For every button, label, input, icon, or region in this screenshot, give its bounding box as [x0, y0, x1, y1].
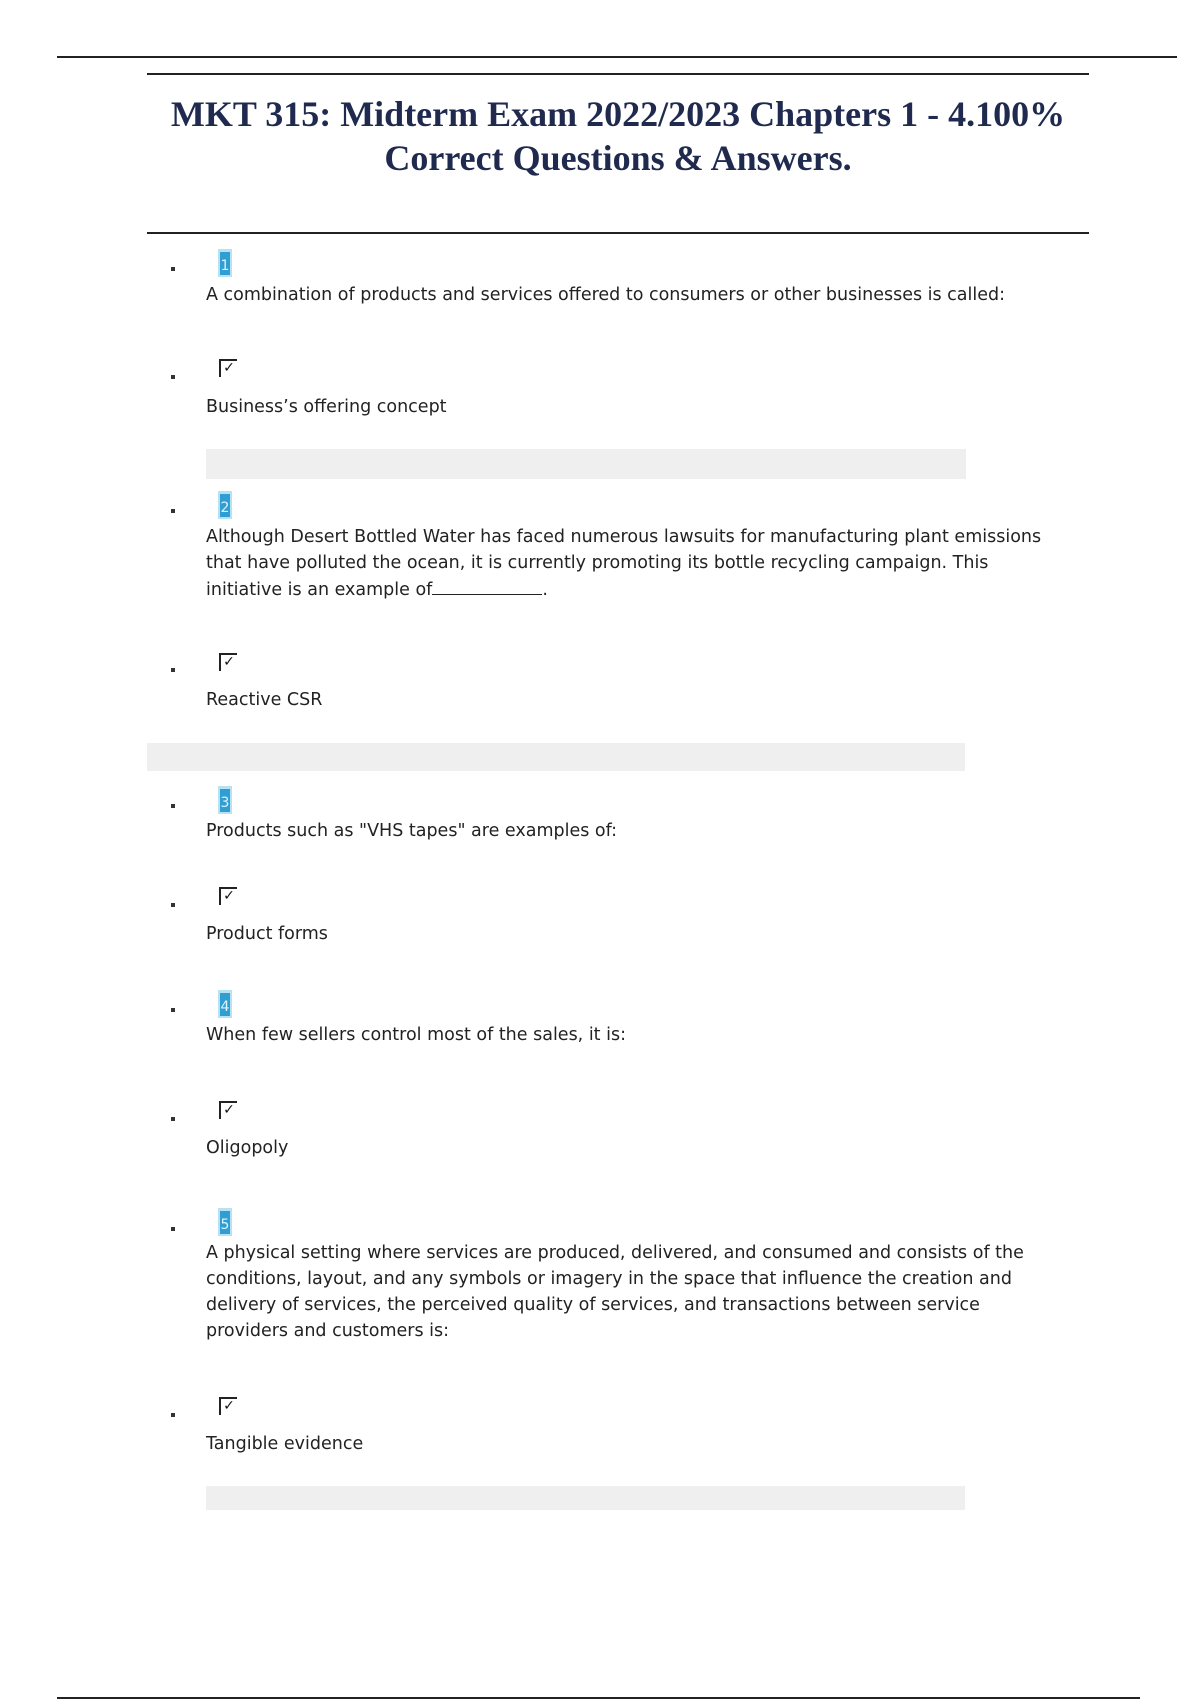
question-text: A combination of products and services offered to consumers or other businesses is called:	[206, 285, 1006, 305]
separator-band	[206, 449, 966, 479]
separator-band	[206, 1486, 965, 1510]
question-text: Products such as "VHS tapes" are examples of:	[206, 821, 618, 841]
list-bullet	[171, 1413, 175, 1417]
list-bullet	[171, 1117, 175, 1121]
question-number-badge: 4	[218, 990, 232, 1018]
list-bullet	[171, 903, 175, 907]
question-text-part: Although Desert Bottled Water has faced numerous lawsuits for manufacturing plant emissions that have polluted the ocean, it is currently promoting its bottle recycling campaign. This initiative is an example of	[206, 527, 1042, 600]
list-bullet	[171, 267, 175, 271]
question-number-badge: 5	[218, 1208, 232, 1236]
answer-text: Business’s offering concept	[206, 397, 447, 417]
answer-text: Reactive CSR	[206, 690, 323, 710]
list-bullet	[171, 1227, 175, 1231]
separator-band	[147, 743, 965, 771]
question-text: A physical setting where services are produced, delivered, and consumed and consists of the conditions, layout, and any symbols or imagery in the space that influence the creation and delivery of services, the perceived quality of services, and transactions between service providers and customers is:	[206, 1243, 1024, 1341]
answer-text: Tangible evidence	[206, 1434, 364, 1454]
checkbox-checked-icon: ✓	[219, 653, 237, 671]
page-title-line-1: MKT 315: Midterm Exam 2022/2023 Chapters 1 - 4.100%	[170, 94, 1066, 134]
list-bullet	[171, 375, 175, 379]
list-bullet	[171, 668, 175, 672]
list-bullet	[171, 1008, 175, 1012]
page-bottom-rule	[57, 1697, 1140, 1699]
page-title-line-2: Correct Questions & Answers.	[384, 138, 852, 178]
header-top-rule	[147, 73, 1089, 75]
fill-in-blank	[432, 576, 542, 595]
page-title	[147, 92, 1089, 180]
question-text: When few sellers control most of the sales, it is:	[206, 1025, 626, 1045]
checkbox-checked-icon: ✓	[219, 359, 237, 377]
question-text-part: .	[542, 580, 548, 600]
answer-text: Product forms	[206, 924, 328, 944]
answer-text: Oligopoly	[206, 1138, 289, 1158]
checkbox-checked-icon: ✓	[219, 887, 237, 905]
question-number-badge: 2	[218, 491, 232, 519]
question-text	[206, 524, 1046, 603]
checkbox-checked-icon: ✓	[219, 1101, 237, 1119]
question-number-badge: 1	[218, 249, 232, 277]
list-bullet	[171, 804, 175, 808]
checkbox-checked-icon: ✓	[219, 1397, 237, 1415]
page-top-rule	[57, 56, 1177, 58]
list-bullet	[171, 509, 175, 513]
header-bottom-rule	[147, 232, 1089, 234]
question-number-badge: 3	[218, 786, 232, 814]
